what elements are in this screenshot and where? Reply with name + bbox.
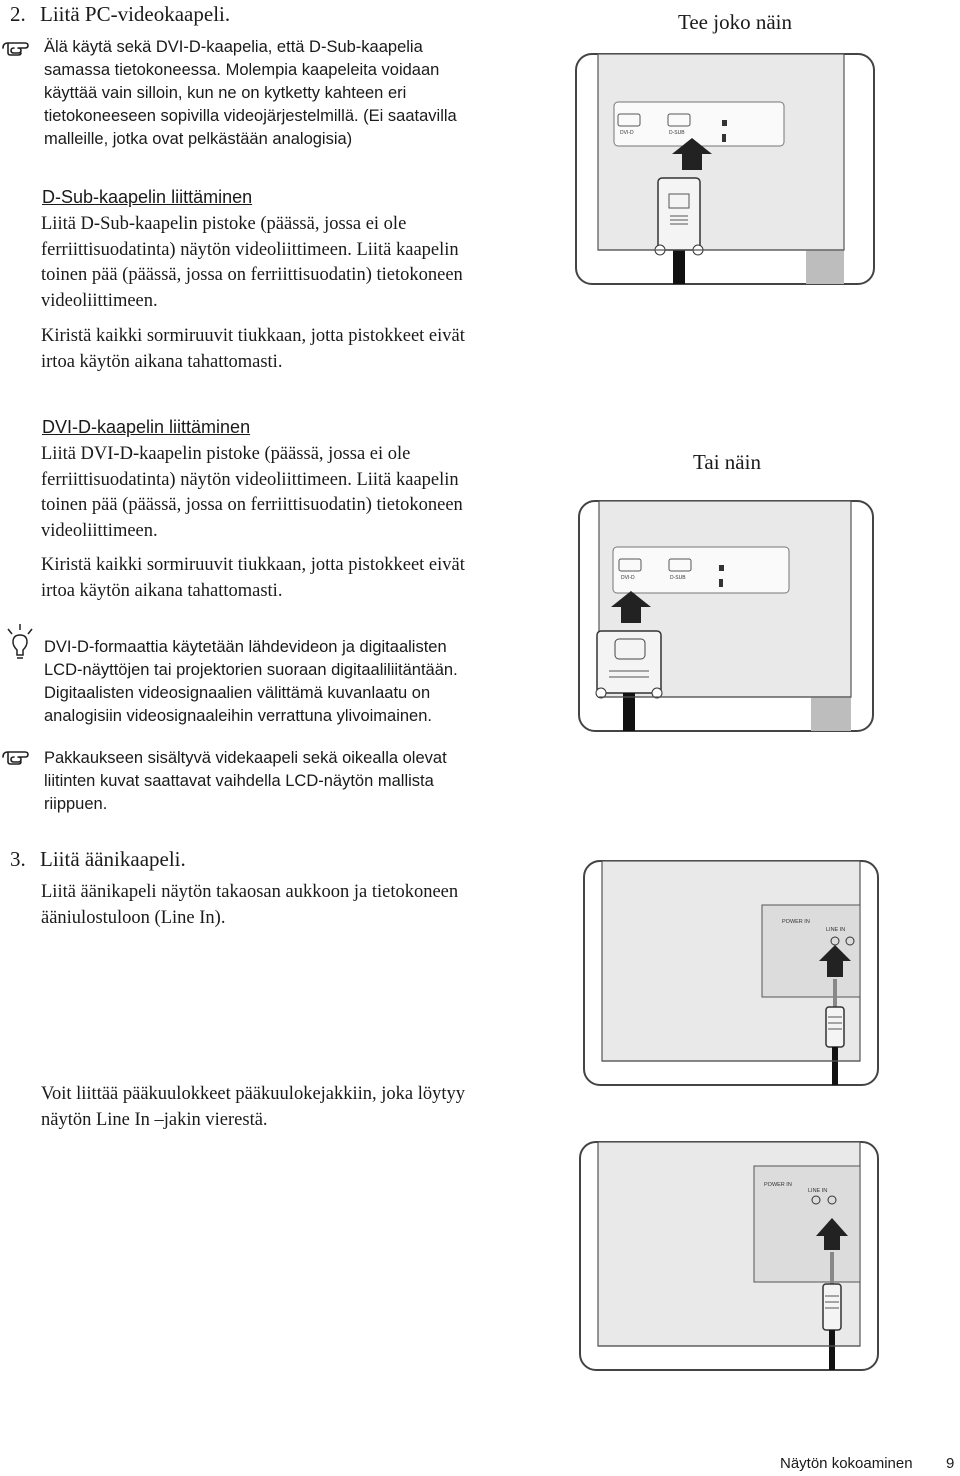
para-line: toinen pää (päässä, jossa on ferriittisuodatin) tietokoneen [41,495,463,515]
para-line: videoliittimeen. [41,520,158,541]
dvi-port-label: DVI-D [620,130,634,136]
dsub-port-label: D-SUB [669,130,685,136]
footer-page-number: 9 [946,1455,955,1472]
caption-either: Tee joko näin [678,10,792,34]
para-line: irtoa käytön aikana tahattomasti. [41,351,283,372]
dvi-connection-illustration [577,499,875,733]
power-in-label: POWER IN [782,919,810,925]
para-line: ferriittisuodatinta) näytön videoliittimeen. Liitä kaapelin [41,469,459,490]
para-line: Kiristä kaikki sormiruuvit tiukkaan, jotta pistokkeet eivät [41,555,465,575]
note-line: liitinten kuvat saattavat vaihdella LCD-näytön mallista [44,772,434,790]
note-line: tietokoneeseen sopivilla videojärjestelmillä. (Ei saatavilla [44,107,457,125]
dsub-connection-illustration [574,52,876,286]
line-in-label: LINE IN [826,927,846,933]
dsub-paragraph-2 [41,324,465,375]
audio-paragraph-1 [41,880,458,931]
para-line: irtoa käytön aikana tahattomasti. [41,580,283,601]
para-line: videoliittimeen. [41,290,158,311]
headphone-connection-illustration [578,1140,880,1372]
footer-section-title: Näytön kokoaminen [780,1455,913,1472]
dvi-heading: DVI-D-kaapelin liittäminen [42,417,251,437]
para-line: näytön Line In –jakin vierestä. [41,1109,268,1130]
hand-pointer-icon [1,746,37,766]
dsub-heading: D-Sub-kaapelin liittäminen [42,187,253,207]
step-2-number: 2. [10,2,26,26]
note-line: samassa tietokoneessa. Molempia kaapeleita voidaan [44,61,440,79]
note-line: Pakkaukseen sisältyvä videkaapeli sekä oikealla olevat [44,749,447,767]
tip-line: DVI-D-formaattia käytetään lähdevideon ja digitaalisten [44,638,447,656]
lock-icon [719,565,724,571]
step-2-title: Liitä PC-videokaapeli. [40,2,231,26]
para-line: Voit liittää pääkuulokkeet pääkuulokejakkiin, joka löytyy [41,1084,466,1104]
dvi-plug [597,631,661,693]
tip-line: LCD-näyttöjen tai projektorien suoraan digitaaliliitäntään. [44,661,458,679]
note-cable-variation [44,747,447,816]
dsub-port-label: D-SUB [670,575,686,581]
dvi-paragraph-2 [41,553,465,604]
audio-connection-illustration [582,859,880,1087]
dvi-port-label: DVI-D [621,575,635,581]
step-3-heading [10,847,186,872]
step-3-number: 3. [10,847,26,871]
tip-line: Digitaalisten videosignaalien välittämä kuvanlaatu on [44,684,431,702]
lock-icon [722,120,727,126]
para-line: Kiristä kaikki sormiruuvit tiukkaan, jotta pistokkeet eivät [41,326,465,346]
tip-line: analogisiin videosignaaleihin verrattuna ylivoimainen. [44,707,432,725]
dsub-paragraph-1 [41,212,463,314]
audio-plug [826,1007,844,1047]
para-line: Liitä D-Sub-kaapelin pistoke (päässä, jossa ei ole [41,214,407,234]
audio-paragraph-2 [41,1082,465,1133]
note-cable-warning [44,36,457,151]
power-in-label: POWER IN [764,1182,792,1188]
note-line: käyttää vain silloin, kun ne on kytketty kahteen eri [44,84,407,102]
note-line: malleille, jotka ovat pelkästään analogisia) [44,130,353,148]
step-3-title: Liitä äänikaapeli. [40,847,186,871]
note-line: riippuen. [44,795,108,813]
para-line: toinen pää (päässä, jossa on ferriittisuodatin) tietokoneen [41,265,463,285]
para-line: Liitä äänikapeli näytön takaosan aukkoon ja tietokoneen [41,882,459,902]
para-line: ferriittisuodatinta) näytön videoliittimeen. Liitä kaapelin [41,239,459,260]
tip-dvi-format [44,636,458,728]
lightbulb-icon [2,622,38,662]
note-line: Älä käytä sekä DVI-D-kaapelia, että D-Sub-kaapelia [44,38,423,56]
caption-or: Tai näin [693,450,761,474]
dsub-plug [658,178,700,250]
hand-pointer-icon [1,37,37,57]
para-line: ääniulostuloon (Line In). [41,907,226,928]
dvi-paragraph-1 [41,442,463,544]
line-in-label: LINE IN [808,1188,828,1194]
audio-plug [823,1284,841,1330]
para-line: Liitä DVI-D-kaapelin pistoke (päässä, jossa ei ole [41,444,411,464]
step-2-heading [10,2,230,27]
